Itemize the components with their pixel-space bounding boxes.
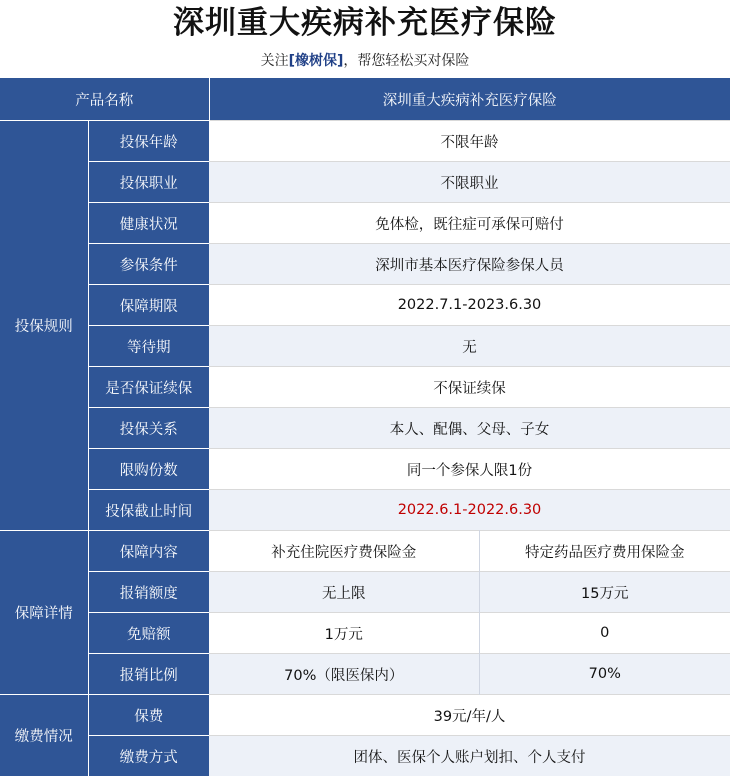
table-row [0, 162, 730, 203]
table-header-row [0, 78, 730, 121]
row-label: 保费 [88, 695, 209, 736]
table-row [0, 531, 730, 572]
table-row [0, 736, 730, 776]
row-label: 限购份数 [88, 449, 209, 490]
row-label: 是否保证续保 [88, 367, 209, 408]
row-value: 团体、医保个人账户划扣、个人支付 [209, 736, 730, 776]
table-row [0, 408, 730, 449]
row-value: 同一个参保人限1份 [209, 449, 730, 490]
row-label: 缴费方式 [88, 736, 209, 776]
row-value-right: 15万元 [479, 572, 730, 613]
row-value-left: 补充住院医疗费保险金 [209, 531, 479, 572]
brand-name: [橡树保] [289, 53, 344, 69]
insurance-table [0, 78, 730, 776]
row-value: 无 [209, 326, 730, 367]
table-row [0, 449, 730, 490]
deadline-value: 2022.6.1-2022.6.30 [209, 490, 730, 531]
table-row [0, 285, 730, 326]
row-label: 等待期 [88, 326, 209, 367]
row-value: 2022.7.1-2023.6.30 [209, 285, 730, 326]
row-label: 健康状况 [88, 203, 209, 244]
table-row [0, 695, 730, 736]
row-value-left: 70%（限医保内） [209, 654, 479, 695]
row-label: 保障期限 [88, 285, 209, 326]
row-value: 本人、配偶、父母、子女 [209, 408, 730, 449]
row-label: 投保关系 [88, 408, 209, 449]
row-label: 免赔额 [88, 613, 209, 654]
group-details: 保障详情 [0, 531, 88, 695]
row-value: 不限职业 [209, 162, 730, 203]
row-value-left: 无上限 [209, 572, 479, 613]
page-title: 深圳重大疾病补充医疗保险 [0, 0, 730, 46]
row-label: 报销额度 [88, 572, 209, 613]
row-value: 39元/年/人 [209, 695, 730, 736]
row-label: 投保截止时间 [88, 490, 209, 531]
row-label: 报销比例 [88, 654, 209, 695]
table-row [0, 613, 730, 654]
subtitle-suffix: ，帮您轻松买对保险 [343, 53, 469, 69]
table-row [0, 490, 730, 531]
table-row [0, 121, 730, 162]
table-row [0, 572, 730, 613]
row-value: 不保证续保 [209, 367, 730, 408]
row-label: 参保条件 [88, 244, 209, 285]
row-label: 投保职业 [88, 162, 209, 203]
row-label: 保障内容 [88, 531, 209, 572]
table-row [0, 654, 730, 695]
subtitle [0, 46, 730, 78]
row-value: 免体检，既往症可承保可赔付 [209, 203, 730, 244]
product-name-label: 产品名称 [0, 78, 209, 121]
group-rules: 投保规则 [0, 121, 88, 531]
row-value: 深圳市基本医疗保险参保人员 [209, 244, 730, 285]
table-row [0, 203, 730, 244]
row-label: 投保年龄 [88, 121, 209, 162]
table-row [0, 367, 730, 408]
group-payment: 缴费情况 [0, 695, 88, 776]
row-value-right: 0 [479, 613, 730, 654]
product-name-value: 深圳重大疾病补充医疗保险 [209, 78, 730, 121]
table-row [0, 244, 730, 285]
table-row [0, 326, 730, 367]
row-value-right: 70% [479, 654, 730, 695]
row-value-left: 1万元 [209, 613, 479, 654]
row-value-right: 特定药品医疗费用保险金 [479, 531, 730, 572]
row-value: 不限年龄 [209, 121, 730, 162]
subtitle-prefix: 关注 [261, 53, 289, 69]
